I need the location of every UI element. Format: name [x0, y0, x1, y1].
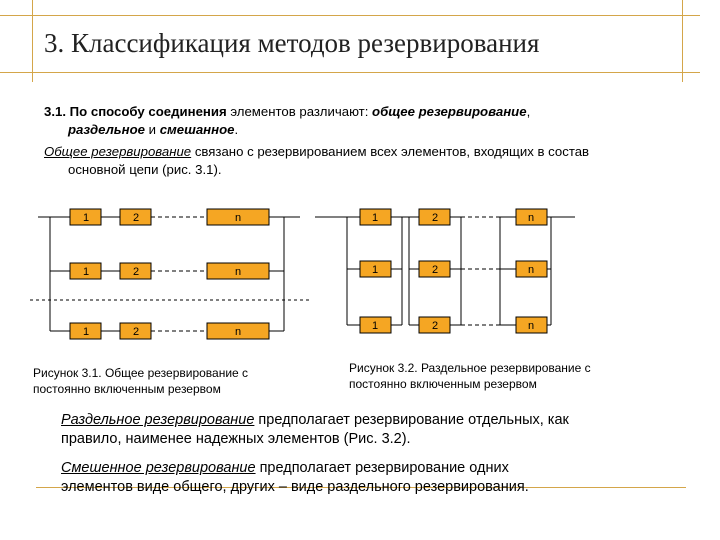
f2-label-n-row2: n — [527, 264, 535, 276]
figure2-caption-line2: постоянно включенным резервом — [349, 377, 537, 391]
paragraph-mixed-line2: элементов виде общего, других – виде раздельного резервирования. — [61, 479, 529, 495]
f2-label-1-row3: 1 — [371, 320, 379, 332]
f1-label-2-row3: 2 — [132, 326, 140, 338]
f2-label-n-row3: n — [527, 320, 535, 332]
p1-term-mixed: смешанное — [159, 122, 235, 137]
f1-label-1-row2: 1 — [82, 266, 90, 278]
paragraph-mixed — [61, 459, 509, 478]
paragraph-general-line2: основной цепи (рис. 3.1). — [68, 162, 222, 177]
p4-text1: предполагает резервирование одних — [255, 460, 509, 476]
p3-term: Раздельное резервирование — [61, 412, 255, 428]
paragraph-separate — [61, 411, 569, 430]
p1-and: и — [144, 122, 160, 137]
paragraph-separate-line2: правило, наименее надежных элементов (Рис. 3.2). — [61, 431, 411, 447]
decor-right-line — [682, 0, 683, 82]
decor-top-line — [0, 15, 700, 16]
f2-label-2-row1: 2 — [431, 212, 439, 224]
f2-label-2-row3: 2 — [431, 320, 439, 332]
f2-label-1-row1: 1 — [371, 212, 379, 224]
p1-text: элементов различают: — [226, 104, 373, 119]
p1-number: 3.1. По способу соединения — [44, 104, 227, 119]
figure1-caption-line1: Рисунок 3.1. Общее резервирование с — [33, 366, 249, 380]
figure-separate-redundancy — [315, 206, 575, 346]
f2-label-1-row2: 1 — [371, 264, 379, 276]
figure-general-redundancy — [20, 206, 320, 356]
f1-label-1-row3: 1 — [82, 326, 90, 338]
p1-dot: . — [234, 122, 239, 137]
paragraph-general — [44, 143, 589, 161]
f1-label-1-row1: 1 — [82, 212, 90, 224]
p2-text1: связано с резервированием всех элементов, входящих в состав — [191, 144, 590, 159]
figure1-caption-line2: постоянно включенным резервом — [33, 382, 221, 396]
paragraph-classification-line2 — [68, 121, 238, 139]
f1-label-n-row2: n — [234, 266, 242, 278]
decor-left-line — [32, 0, 33, 82]
f2-label-n-row1: n — [527, 212, 535, 224]
figure2-caption-line1: Рисунок 3.2. Раздельное резервирование с — [349, 361, 591, 375]
slide-title: 3. Классификация методов резервирования — [44, 28, 540, 58]
f1-label-2-row1: 2 — [132, 212, 140, 224]
f1-label-2-row2: 2 — [132, 266, 140, 278]
f1-label-n-row3: n — [234, 326, 242, 338]
p2-term: Общее резервирование — [44, 144, 192, 159]
p3-text1: предполагает резервирование отдельных, как — [254, 412, 569, 428]
p1-term-separate: раздельное — [68, 122, 145, 137]
decor-title-underline — [0, 72, 700, 73]
p4-term: Смешенное резервирование — [61, 460, 256, 476]
paragraph-classification — [44, 103, 530, 121]
p1-comma: , — [526, 104, 531, 119]
p1-term-general: общее резервирование — [372, 104, 527, 119]
f2-label-2-row2: 2 — [431, 264, 439, 276]
f1-label-n-row1: n — [234, 212, 242, 224]
